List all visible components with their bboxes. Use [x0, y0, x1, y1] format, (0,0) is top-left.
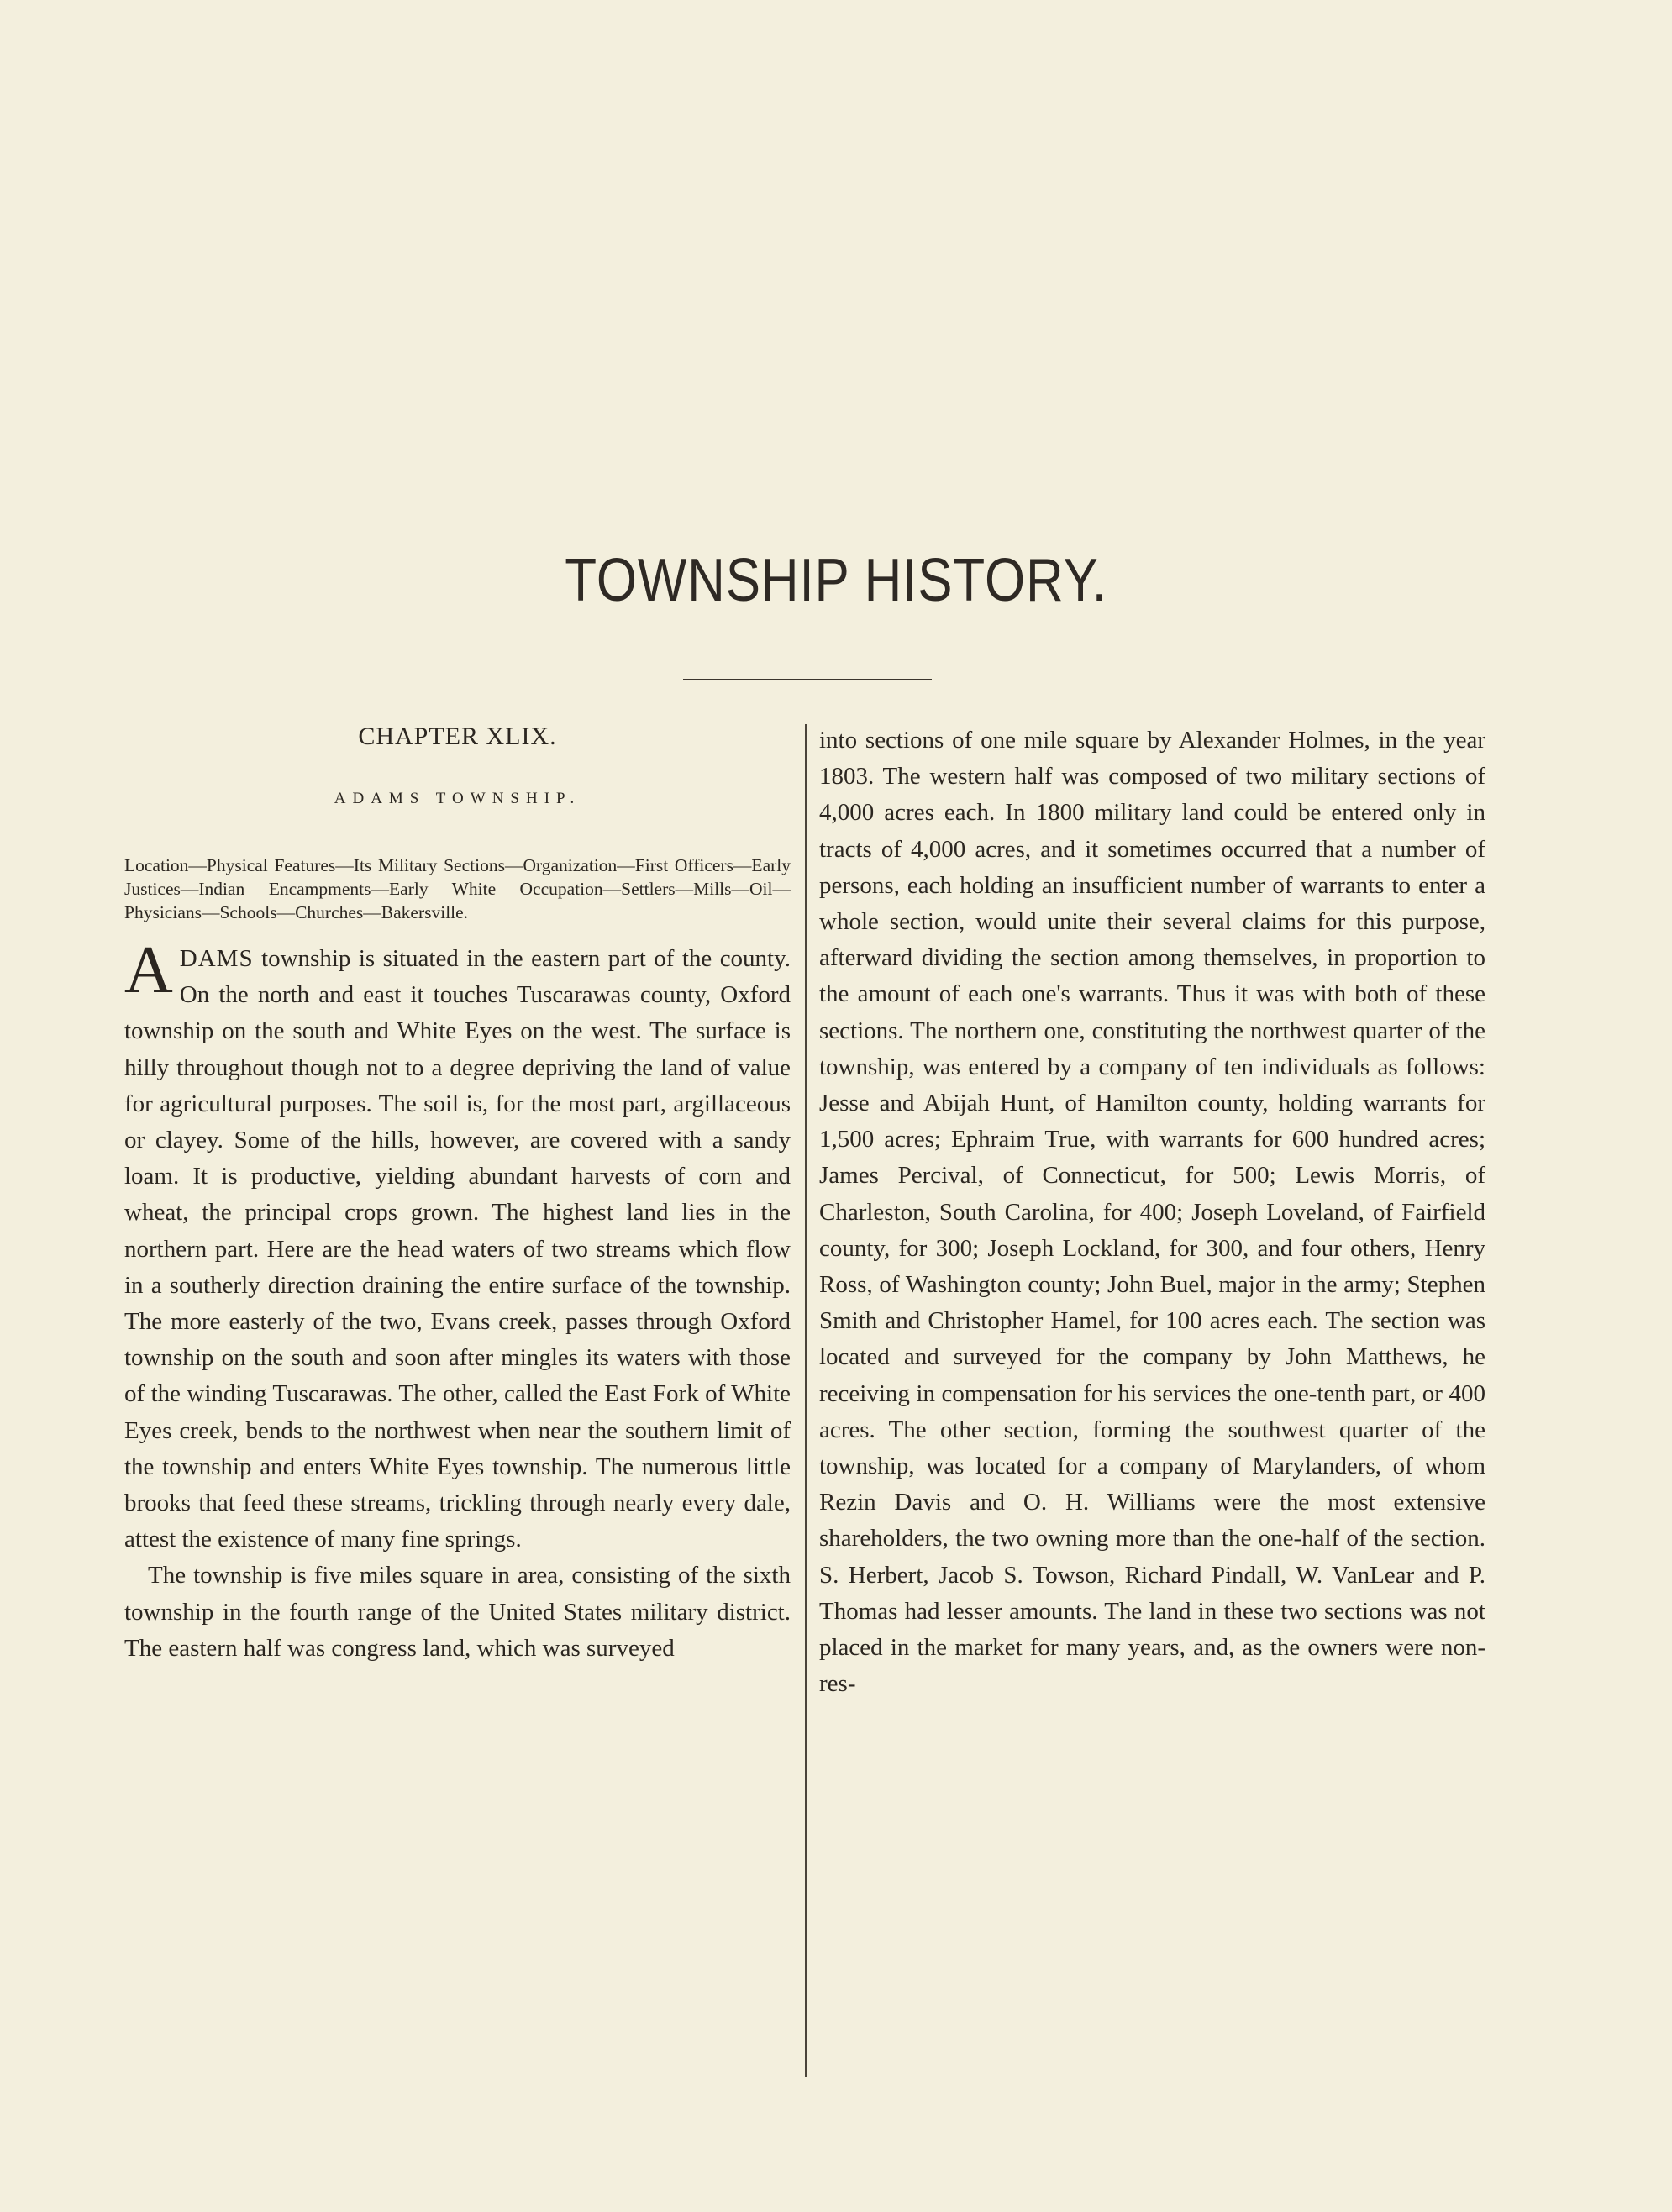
title-rule	[683, 679, 932, 680]
lead-word: DAMS	[179, 945, 254, 972]
chapter-synopsis: Location—Physical Features—Its Military Sections—Organization—First Officers—Early Justices—Indian Encampments—Early White Occupation—Settlers—Mills—Oil—Physicians—Schools—Churches—Bakersville.	[124, 855, 791, 922]
paragraph-area-continued: into sections of one mile square by Alexander Holmes, in the year 1803. The western half was composed of two military sections of 4,000 acres each. In 1800 military land could be entered only in tracts of 4,000 acres, and it sometimes occurred that a number of persons, each holding an insufficient number of warrants to enter a whole section, would unite their several claims for this purpose, afterward dividing the section among themselves, in proportion to the amount of each one's warrants. Thus it was with both of these sections. The northern one, constituting the northwest quarter of the township, was entered by a company of ten individuals as follows: Jesse and Abijah Hunt, of Hamilton county, holding warrants for 1,500 acres; Ephraim True, with warrants for 600 hundred acres; James Percival, of Connecticut, for 500; Lewis Morris, of Charleston, South Carolina, for 400; Joseph Loveland, of Fairfield county, for 300; Joseph Lockland, for 300, and four others, Henry Ross, of Washington county; John Buel, major in the army; Stephen Smith and Christopher Hamel, for 100 acres each. The section was located and surveyed for the company by John Matthews, he receiving in compensation for his services the one-tenth part, or 400 acres. The other section, forming the southwest quarter of the township, was located for a company of Marylanders, of whom Rezin Davis and O. H. Williams were the most extensive shareholders, the two owning more than the one-half of the section. S. Herbert, Jacob S. Towson, Richard Pindall, W. VanLear and P. Thomas had lesser amounts. The land in these two sections was not placed in the market for many years, and, as the owners were non-res-	[819, 727, 1485, 1698]
paragraph-location	[124, 933, 791, 1558]
paragraph-area-start: The township is five miles square in area, consisting of the sixth township in the fourth range of the United States military district. The eastern half was congress land, which was surveyed	[124, 1562, 791, 1662]
left-column	[124, 722, 791, 1667]
page-title: TOWNSHIP HISTORY.	[565, 547, 1107, 614]
right-column	[819, 722, 1485, 1702]
drop-cap: A	[124, 933, 173, 1007]
paragraph-location-text: township is situated in the eastern part of the county. On the north and east it touches Tuscarawas county, Oxford township on the south and White Eyes on the west. The surface is hilly throughout though not to a degree depriving the land of value for agricultural purposes. The soil is, for the most part, argillaceous or clayey. Some of the hills, however, are covered with a sandy loam. It is productive, yielding abundant harvests of corn and wheat, the principal crops grown. The highest land lies in the northern part. Here are the head waters of two streams which flow in a southerly direction draining the entire surface of the township. The more easterly of the two, Evans creek, passes through Oxford township on the south and soon after mingles its waters with those of the winding Tuscarawas. The other, called the East Fork of White Eyes creek, bends to the northwest when near the southern limit of the township and enters White Eyes township. The numerous little brooks that feed these streams, trickling through nearly every dale, attest the existence of many fine springs.	[124, 945, 791, 1553]
chapter-heading: CHAPTER XLIX.	[358, 722, 557, 750]
chapter-subtitle: ADAMS TOWNSHIP.	[334, 790, 581, 807]
column-divider	[805, 724, 807, 2077]
